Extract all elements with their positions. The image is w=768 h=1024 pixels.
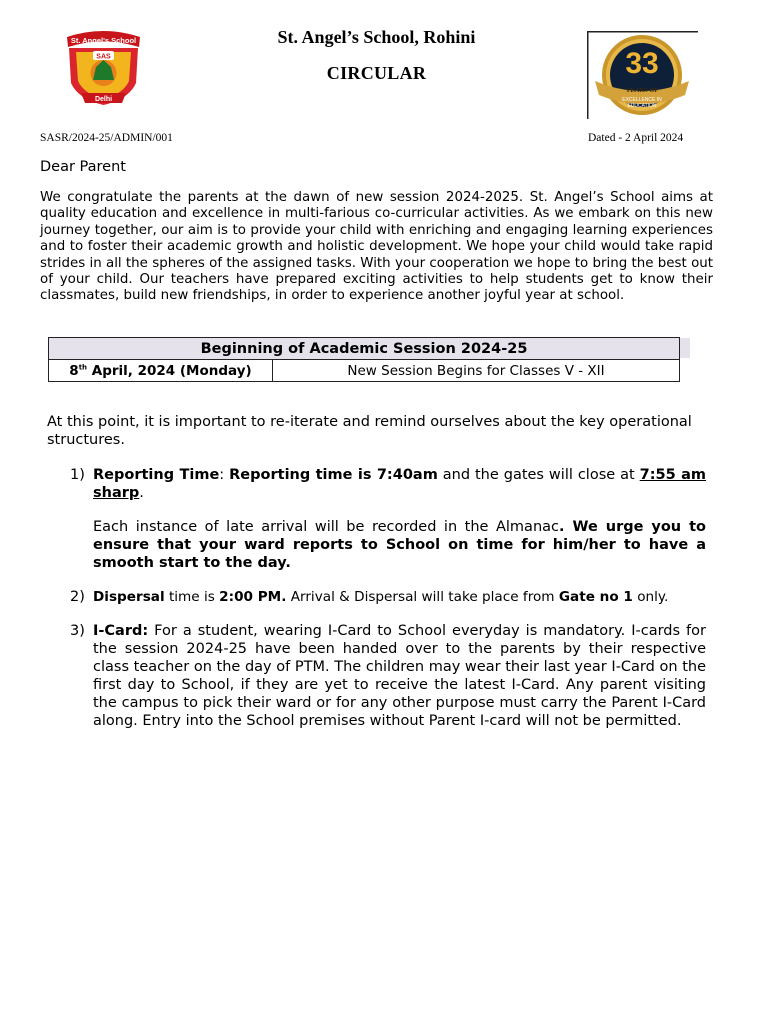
schedule-title: Beginning of Academic Session 2024-25 [49, 338, 680, 360]
reminder-paragraph: At this point, it is important to re-iterate and remind ourselves about the key operational structures. [47, 414, 692, 448]
reporting-time-text: Reporting Time: Reporting time is 7:40am and the gates will close at 7:55 am sharp. [93, 467, 707, 501]
greeting: Dear Parent [40, 159, 126, 175]
badge-tagline-1: EXCELLENCE IN [622, 97, 662, 103]
schedule-table [48, 337, 680, 382]
schedule-date: 8th April, 2024 (Monday) [49, 360, 273, 382]
logo-badge-text: SAS [96, 53, 111, 61]
school-name: St. Angel’s School, Rohini [277, 27, 476, 47]
intro-paragraph: We congratulate the parents at the dawn of new session 2024-2025. St. Angel’s School aims at quality education and excellence in multi-farious co-curricular activities. As we embark on this new journey together, our aim is to provide your child with enriching and engaging learning experiences and to foster their academic growth and holistic development. We hope your child would take rapid strides in all the spheres of the assigned tasks. With your cooperation we hope to bring the best out of your child. Our teachers have prepared exciting activities to help students get to know their classmates, build new friendships, in order to experience another joyful year at school. [40, 190, 713, 304]
badge-ribbon-text: YEARS OF [625, 87, 659, 94]
item-number: 2) [70, 589, 85, 605]
reference-number: SASR/2024-25/ADMIN/001 [40, 132, 173, 144]
dispersal-text: Dispersal time is 2:00 PM. Arrival & Dispersal will take place from Gate no 1 only. [93, 589, 669, 605]
list-item-reporting-time [70, 466, 706, 572]
school-logo [59, 27, 148, 111]
badge-number: 33 [625, 47, 659, 80]
schedule-header-row [49, 338, 680, 360]
icard-text: I-Card: For a student, wearing I-Card to School everyday is mandatory. I-cards for the session 2024-25 have been handed over to the parents by their respective class teacher on the day of PTM. The children may wear their last year I-Card on the first day to School, if they are yet to receive the latest I-Card. Any parent visiting the campus to pick their ward or for any other purpose must carry the Parent I-Card along. Entry into the School premises without Parent I-card will not be permitted. [93, 623, 706, 729]
item-number: 1) [70, 467, 85, 483]
list-item-dispersal [70, 588, 706, 606]
logo-top-text: St. Angel's School [70, 36, 137, 45]
badge-tagline-2: EDUCATION [627, 103, 657, 109]
anniversary-badge [587, 31, 698, 119]
logo-bottom-text: Delhi [94, 96, 113, 103]
item-number: 3) [70, 623, 85, 639]
schedule-row [49, 360, 680, 382]
late-arrival-text: Each instance of late arrival will be recorded in the Almanac. We urge you to ensure that your ward reports to School on time for him/her to have a smooth start to the day. [93, 519, 706, 571]
schedule-event: New Session Begins for Classes V - XII [273, 360, 680, 382]
list-item-icard [70, 622, 706, 730]
circular-title: CIRCULAR [326, 63, 427, 83]
circular-date: Dated - 2 April 2024 [588, 132, 684, 144]
table-header-shade [680, 338, 690, 358]
rules-list [70, 466, 706, 746]
